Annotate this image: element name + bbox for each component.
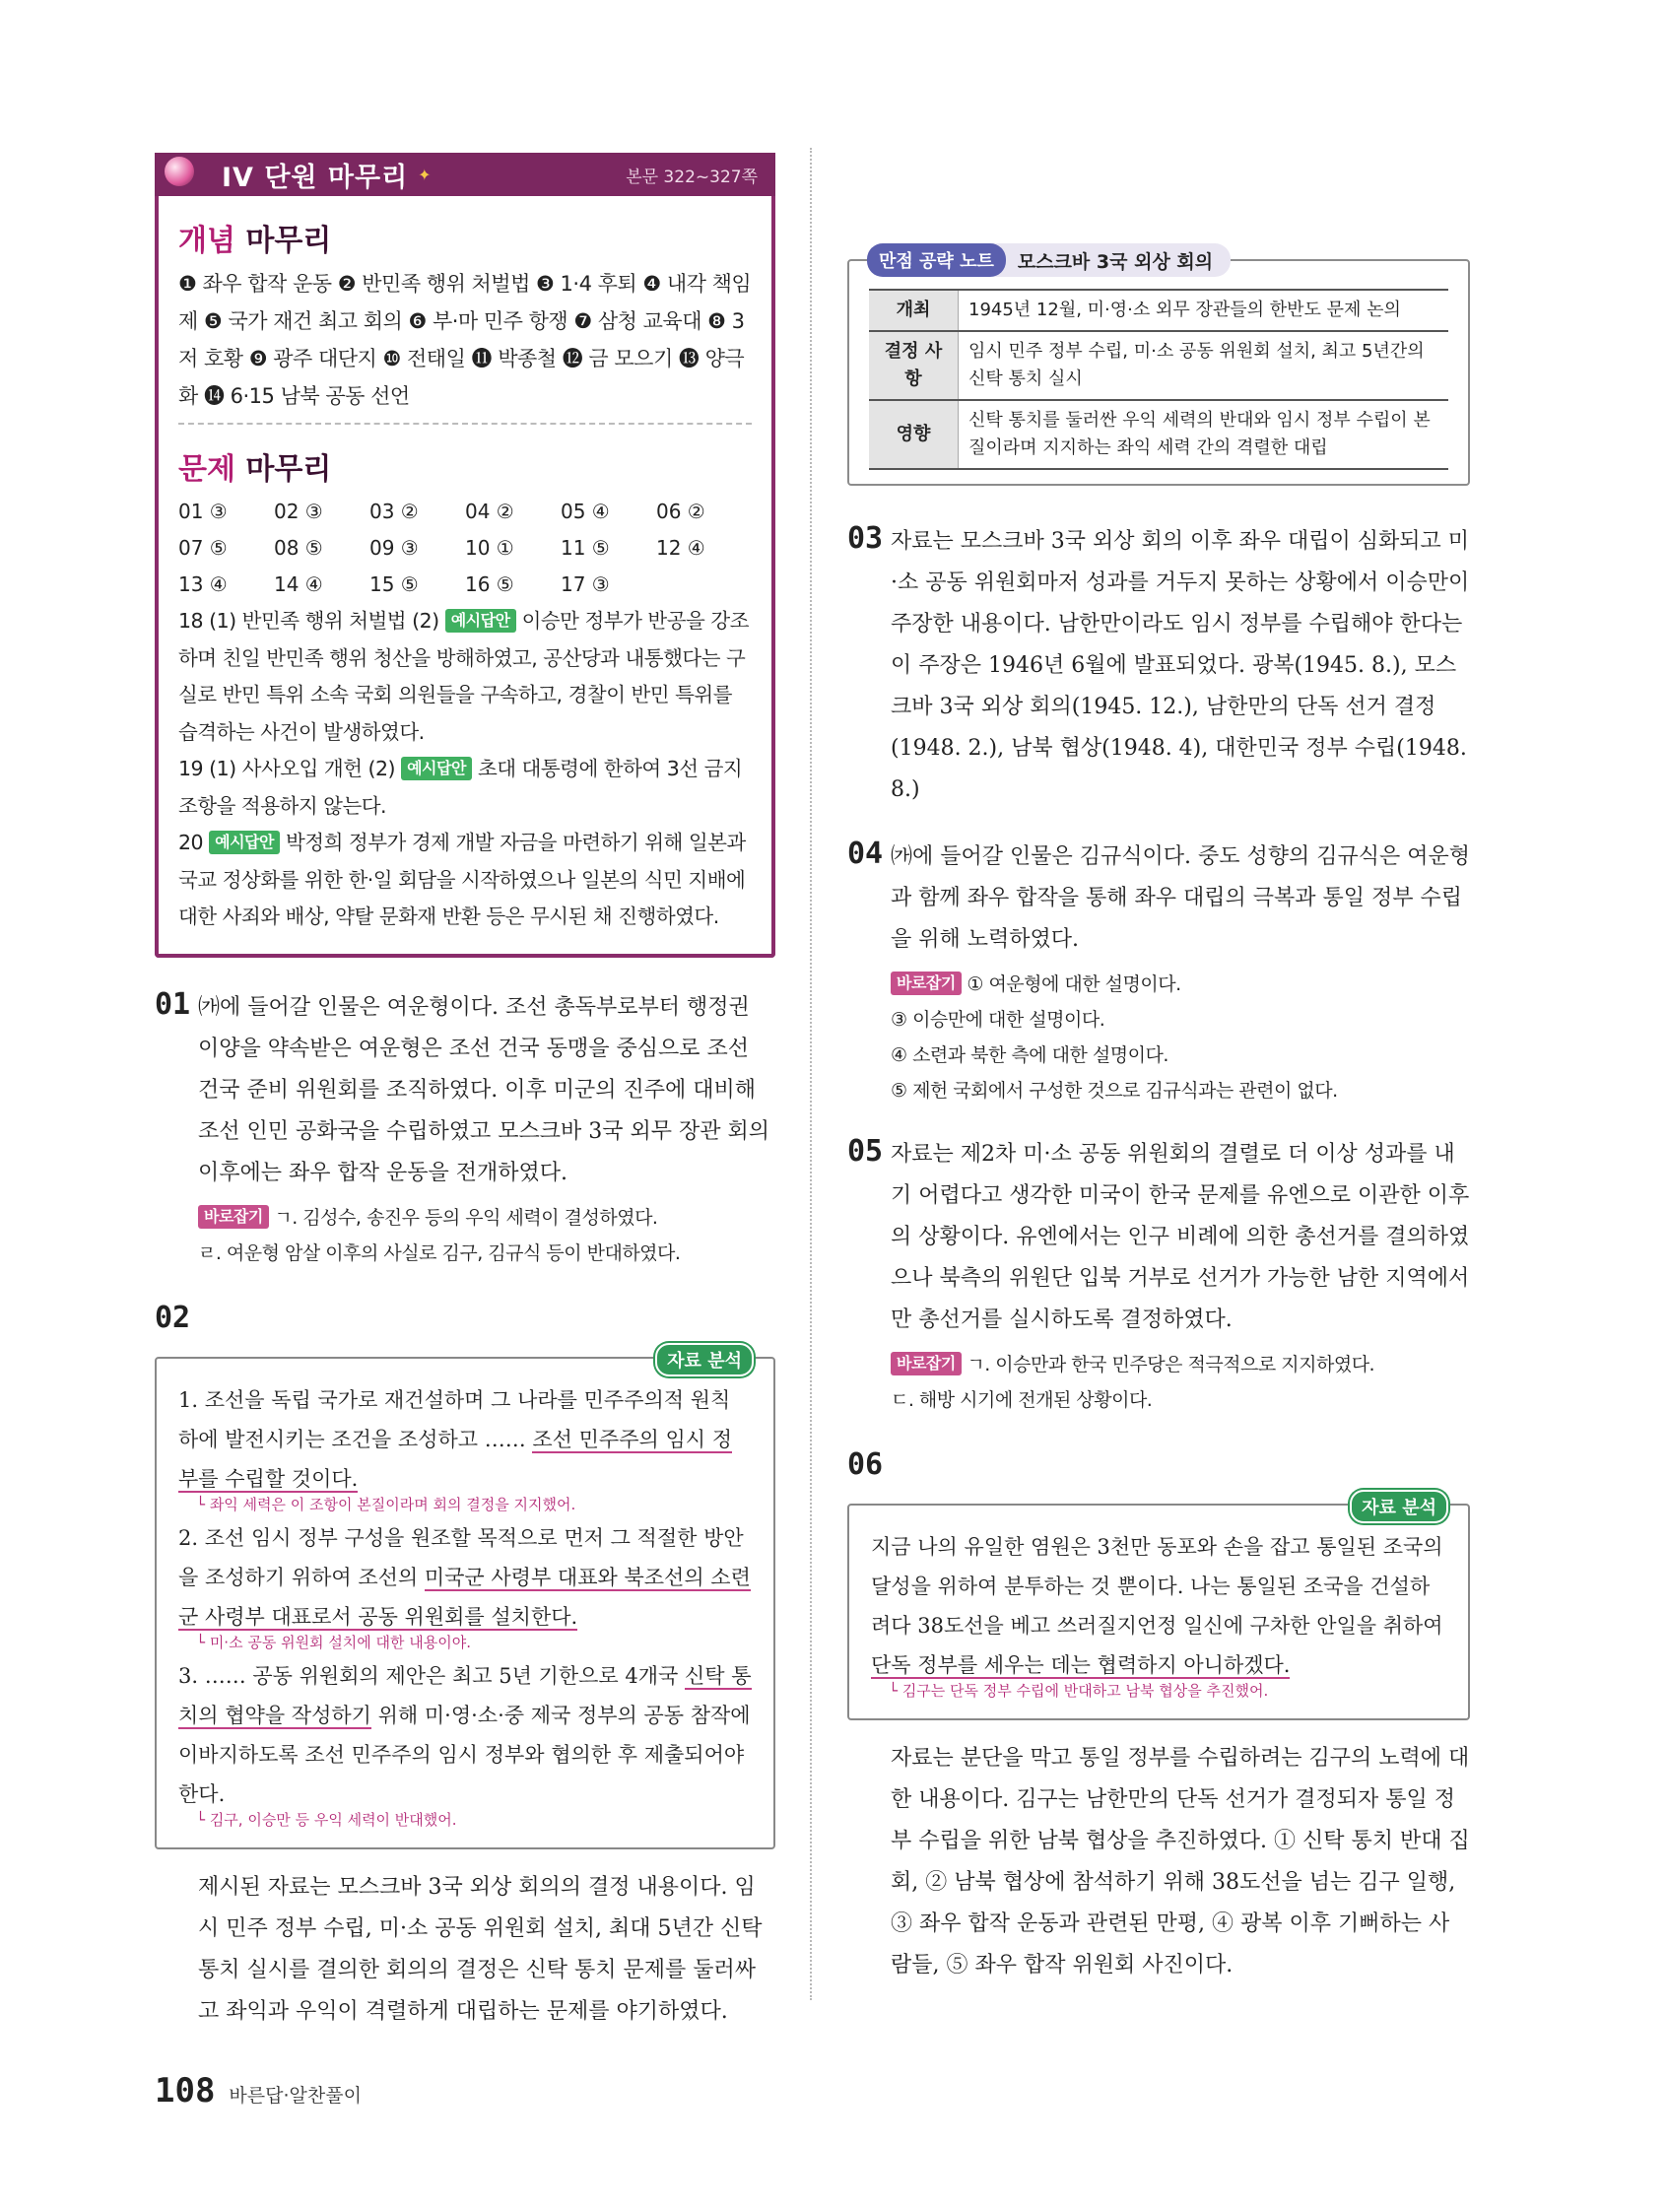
correction-note: ③ 이승만에 대한 설명이다. [891,1009,1105,1031]
answer-item: 01 ③ [178,500,228,523]
example-answer-tag: 예시답안 [445,609,516,633]
table-row [869,331,1448,400]
answer-item: 10 ① [465,536,514,560]
column-divider [810,148,812,2000]
correction-note: ㄷ. 해방 시기에 전개된 상황이다. [891,1389,1153,1411]
answer-item: 07 ⑤ [178,536,228,560]
annotation: └ 김구는 단독 정부 수립에 반대하고 남북 협상을 추진했어. [889,1681,1446,1701]
answer-item: 04 ② [465,500,514,523]
question-03 [847,521,1470,811]
answer-item: 11 ⑤ [561,536,610,560]
strategy-note-badge: 만점 공략 노트 [867,243,1006,277]
question-explanation: 자료는 제2차 미·소 공동 위원회의 결렬로 더 이상 성과를 내기 어렵다고 생각한 미국이 한국 문제를 유엔으로 이관한 이후의 상황이다. 유엔에서는 인구 비례에 의한 총선거를 결의하였으나 북측의 위원단 입북 거부로 선거가 가능한 남한 지역에서만 총선거를 실시하도록 결정하였다. [891,1142,1470,1332]
concept-section-title: 개념 마무리 [178,224,332,258]
answer-item: 02 ③ [274,500,323,523]
data-item-1: 1. 조선을 독립 국가로 재건설하며 그 나라를 민주주의적 원칙 하에 발전시키는 조건을 조성하고 …… 조선 민주주의 임시 정부를 수립할 것이다. [178,1387,732,1491]
data-analysis-box [155,1350,775,1849]
table-key: 결정 사항 [869,331,959,400]
answer-item: 09 ③ [369,536,419,560]
example-answer-tag: 예시답안 [401,757,472,780]
question-number: 05 [847,1134,884,1169]
left-column [155,153,775,2033]
unit-summary-box [155,153,775,958]
question-number: 06 [847,1447,884,1482]
answer-18: 18 (1) 반민족 행위 처벌법 (2) 예시답안 이승만 정부가 반공을 강조하며 친일 반민족 행위 청산을 방해하였고, 공산당과 내통했다는 구실로 반민 특위 소속 국회 의원들을 구속하고, 경찰이 반민 특위를 습격하는 사건이 발생하였다. [178,609,749,744]
correction-note: ④ 소련과 북한 측에 대한 설명이다. [891,1044,1168,1066]
answer-19: 19 (1) 사사오입 개헌 (2) 예시답안 초대 대통령에 한하여 3선 금지 조항을 적용하지 않는다. [178,757,743,818]
unit-summary-title: IV 단원 마무리 [222,162,409,193]
question-explanation: 자료는 분단을 막고 통일 정부를 수립하려는 김구의 노력에 대한 내용이다. 김구는 남한만의 단독 선거가 결정되자 통일 정부 수립을 위한 남북 협상을 추진하였다. ① 신탁 통치 반대 집회, ② 남북 협상에 참석하기 위해 38도선을 넘는 김구 일행, ③ 좌우 합작 운동과 관련된 만평, ④ 광복 이후 기뻐하는 사람들, ⑤ 좌우 합작 위원회 사진이다. [891,1746,1470,1977]
answer-item: 16 ⑤ [465,572,514,596]
table-value: 신탁 통치를 둘러싼 우익 세력의 반대와 임시 정부 수립이 본질이라며 지지하는 좌익 세력 간의 격렬한 대립 [959,400,1449,469]
answer-20: 20 예시답안 박정희 정부가 경제 개발 자금을 마련하기 위해 일본과 국교 정상화를 위한 한·일 회담을 시작하였으나 일본의 식민 지배에 대한 사죄와 배상, 약탈 문화재 반환 등은 무시된 채 진행하였다. [178,831,746,928]
correction-tag: 바로잡기 [891,972,962,995]
answer-item: 06 ② [656,500,705,523]
question-explanation: ㈎에 들어갈 인물은 김규식이다. 중도 성향의 김규식은 여운형과 함께 좌우 합작을 통해 좌우 대립의 극복과 통일 정부 수립을 위해 노력하였다. [891,844,1470,952]
question-number: 01 [155,986,191,1022]
question-01 [155,987,775,1271]
data-analysis-label: 자료 분석 [1350,1490,1448,1523]
page-number: 108 [155,2071,216,2111]
correction-note: 바로잡기 ① 여운형에 대한 설명이다. [891,967,1470,1002]
question-explanation: 제시된 자료는 모스크바 3국 외상 회의의 결정 내용이다. 임시 민주 정부 수립, 미·소 공동 위원회 설치, 최대 5년간 신탁 통치 실시를 결의한 회의의 결정은 신탁 통치 문제를 둘러싸고 좌익과 우익이 격렬하게 대립하는 문제를 야기하였다. [198,1874,763,2024]
answer-item: 15 ⑤ [369,572,419,596]
table-value: 임시 민주 정부 수립, 미·소 공동 위원회 설치, 최고 5년간의 신탁 통치 실시 [959,331,1449,400]
strategy-note-header [867,243,1231,277]
correction-note: 바로잡기 ㄱ. 이승만과 한국 민주당은 적극적으로 지지하였다. [891,1347,1470,1382]
correction-tag: 바로잡기 [198,1205,269,1229]
page-reference: 본문 322~327쪽 [626,167,758,187]
question-explanation: ㈎에 들어갈 인물은 여운형이다. 조선 총독부로부터 행정권 이양을 약속받은 여운형은 조선 건국 동맹을 중심으로 조선 건국 준비 위원회를 조직하였다. 이후 미군의 진주에 대비해 조선 인민 공화국을 수립하였고 모스크바 3국 외무 장관 회의 이후에는 좌우 합작 운동을 전개하였다. [198,994,769,1185]
question-number: 04 [847,837,884,871]
answer-item: 05 ④ [561,500,610,523]
table-row [869,400,1448,469]
correction-note: ㄹ. 여운형 암살 이후의 사실로 김구, 김규식 등이 반대하였다. [198,1241,681,1264]
unit-summary-header [155,153,775,196]
annotation: └ 미·소 공동 위원회 설치에 대한 내용이야. [196,1633,752,1652]
correction-note: 바로잡기 ㄱ. 김성수, 송진우 등의 우익 세력이 결성하였다. [198,1200,775,1236]
table-row [869,290,1448,331]
page-footer [155,2071,362,2111]
question-number: 03 [847,521,884,556]
data-item-2: 2. 조선 임시 정부 구성을 원조할 목적으로 먼저 그 적절한 방안을 조성하기 위하여 조선의 미국군 사령부 대표와 북조선의 소련군 사령부 대표로서 공동 위원회를 설치한다. [178,1525,751,1629]
data-analysis-box [847,1498,1470,1720]
sparkle-icon: ✦ [418,165,432,184]
right-column [847,143,1470,1986]
correction-note: ⑤ 제헌 국회에서 구성한 것으로 김규식과는 관련이 없다. [891,1080,1338,1102]
question-explanation: 자료는 모스크바 3국 외상 회의 이후 좌우 대립이 심화되고 미·소 공동 위원회마저 성과를 거두지 못하는 상황에서 이승만이 주장한 내용이다. 남한만이라도 임시 정부를 수립해야 한다는 이 주장은 1946년 6월에 발표되었다. 광복(1945. 8.), 모스크바 3국 외상 회의(1945. 12.), 남한만의 단독 선거 결정(1948. 2.), 남북 협상(1948. 4), 대한민국 정부 수립(1948. 8.) [891,529,1470,802]
annotation: └ 좌익 세력은 이 조항이 본질이라며 회의 결정을 지지했어. [196,1495,752,1514]
table-key: 영향 [869,400,959,469]
footer-text: 바른답·알찬풀이 [229,2085,362,2107]
strategy-note-title: 모스크바 3국 외상 회의 [1017,250,1214,273]
strategy-note-box [847,250,1470,486]
concept-answers: ❶ 좌우 합작 운동 ❷ 반민족 행위 처벌법 ❸ 1·4 후퇴 ❹ 내각 책임제 ❺ 국가 재건 최고 회의 ❻ 부·마 민주 항쟁 ❼ 삼청 교육대 ❽ 3저 호황 ❾ 광주 대단지 ❿ 전태일 ⓫ 박종철 ⓬ 금 모으기 ⓭ 양극화 ⓮ 6·15 남북 공동 선언 [178,265,752,425]
answer-item: 08 ⑤ [274,536,323,560]
flower-icon [165,157,194,186]
answer-item: 13 ④ [178,572,228,596]
example-answer-tag: 예시답안 [209,831,280,854]
question-05 [847,1134,1470,1418]
problem-section-title: 문제 마무리 [178,452,332,487]
strategy-table [869,289,1448,470]
correction-tag: 바로잡기 [891,1352,962,1375]
quote-text: 지금 나의 유일한 염원은 3천만 동포와 손을 잡고 통일된 조국의 달성을 위하여 분투하는 것 뿐이다. 나는 통일된 조국을 건설하려다 38도선을 베고 쓰러질지언정 일신에 구차한 안일을 취하여 단독 정부를 세우는 데는 협력하지 아니하겠다. [871,1535,1443,1677]
annotation: └ 김구, 이승만 등 우익 세력이 반대했어. [196,1810,752,1830]
data-item-3: 3. …… 공동 위원회의 제안은 최고 5년 기한으로 4개국 신탁 통치의 협약을 작성하기 위해 미·영·소·중 제국 정부의 공동 참작에 이바지하도록 조선 민주주의 임시 정부와 협의한 후 제출되어야 한다. [178,1663,752,1806]
answer-grid [178,494,752,603]
question-number: 02 [155,1300,191,1335]
table-value: 1945년 12월, 미·영·소 외무 장관들의 한반도 문제 논의 [959,290,1449,331]
question-04 [847,837,1470,1108]
answer-item: 17 ③ [561,572,610,596]
data-analysis-label: 자료 분석 [655,1343,754,1376]
answer-item: 12 ④ [656,536,705,560]
answer-item: 14 ④ [274,572,323,596]
answer-item: 03 ② [369,500,419,523]
table-key: 개최 [869,290,959,331]
